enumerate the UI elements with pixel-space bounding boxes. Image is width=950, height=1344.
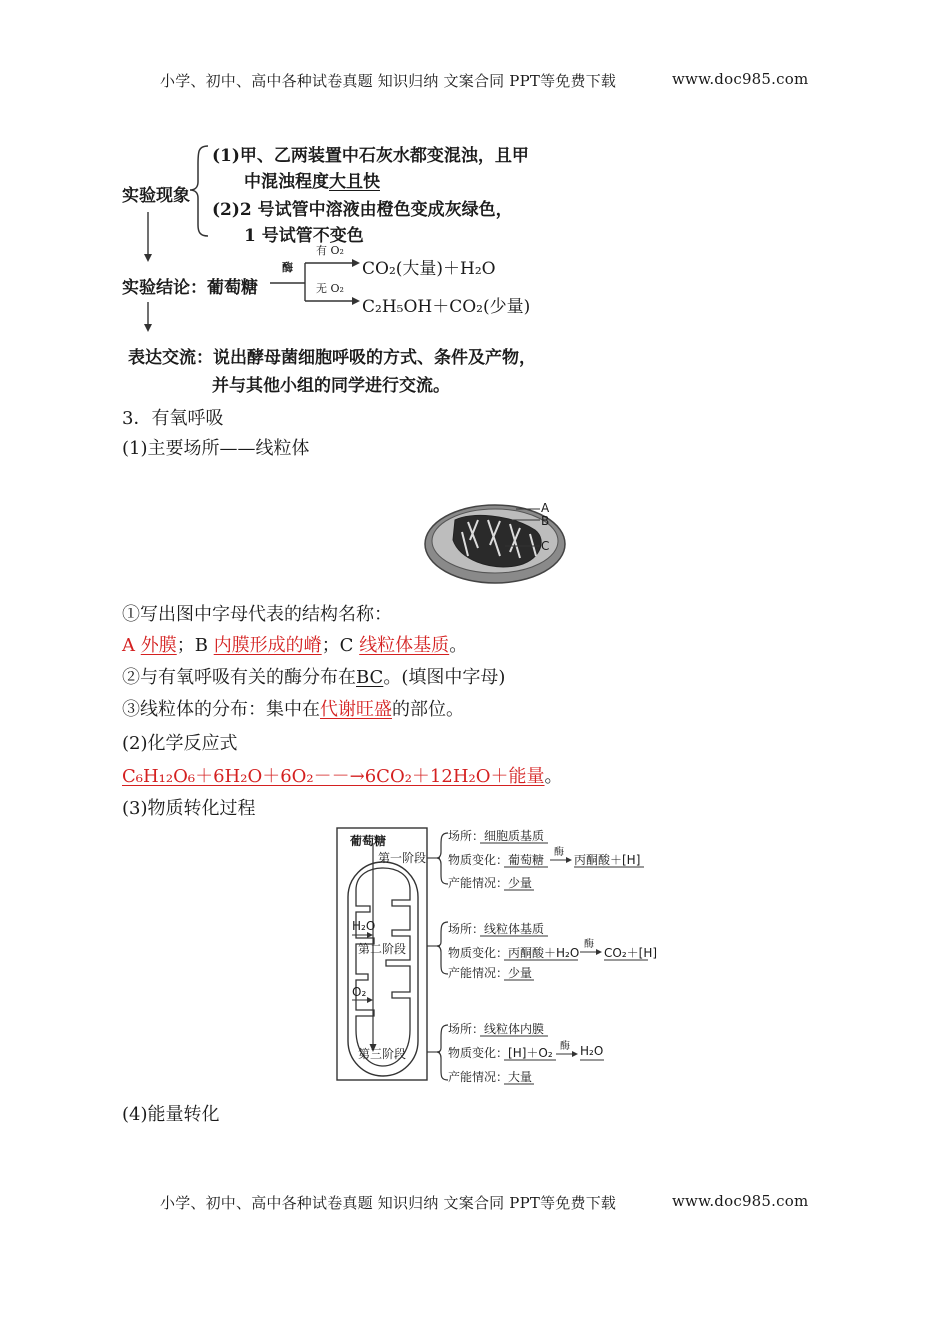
question-2: ②与有氧呼吸有关的酶分布在 [122, 667, 356, 688]
g1-place-key: 场所： [448, 829, 485, 843]
phenomenon-1b-answer: 大且快 [329, 172, 380, 192]
diagram-stage-1: 第一阶段 [378, 851, 427, 865]
answer-a: 外膜 [140, 635, 177, 656]
label-b: B [541, 514, 550, 528]
subsection-4: (4)能量转化 [122, 1104, 220, 1125]
anaerobic-product: C₂H₅OH＋CO₂(少量) [362, 297, 531, 317]
g3-place-value: 线粒体内膜 [484, 1022, 545, 1036]
diagram-glucose: 葡萄糖 [350, 834, 387, 848]
exchange-line-1: 表达交流：说出酵母菌细胞呼吸的方式、条件及产物， [128, 348, 536, 368]
label-c: C [541, 539, 550, 553]
answer-c-prefix: ；C [321, 635, 360, 656]
question-3: ③线粒体的分布：集中在 [122, 699, 320, 720]
g2-change-key: 物质变化： [448, 946, 509, 960]
header-url[interactable]: www.doc985.com [672, 70, 809, 88]
answer-3: 代谢旺盛 [320, 699, 392, 720]
g1-change-value: 葡萄糖 [508, 853, 545, 867]
footer-url[interactable]: www.doc985.com [672, 1192, 809, 1210]
g2-place-key: 场所： [448, 922, 485, 936]
phenomenon-1b: 中混浊程度 [244, 172, 329, 192]
header-text: 小学、初中、高中各种试卷真题 知识归纳 文案合同 PPT等免费下载 [160, 72, 617, 90]
g3-enzyme: 酶 [560, 1041, 570, 1052]
g1-change-result: 丙酮酸＋[H] [574, 853, 641, 867]
g3-change-value: [H]＋O₂ [508, 1046, 553, 1060]
no-o2-label: 无 O₂ [316, 282, 344, 295]
exchange-line-2: 并与其他小组的同学进行交流。 [212, 376, 450, 396]
g3-place-key: 场所： [448, 1022, 485, 1036]
answer-c: 线粒体基质 [359, 635, 450, 656]
g2-enzyme: 酶 [584, 939, 594, 950]
g1-enzyme: 酶 [554, 847, 564, 858]
enzyme-label: 酶 [282, 261, 293, 274]
label-a: A [541, 501, 550, 515]
diagram-o2: O₂ [352, 985, 367, 999]
g3-change-result: H₂O [580, 1044, 604, 1058]
g2-change-value: 丙酮酸＋H₂O [508, 946, 580, 960]
phenomenon-1a: (1)甲、乙两装置中石灰水都变混浊，且甲 [212, 146, 529, 166]
g2-energy-key: 产能情况： [448, 966, 509, 980]
phenomenon-label: 实验现象 [122, 186, 190, 206]
subsection-3: (3)物质转化过程 [122, 798, 256, 819]
section-title: 3．有氧呼吸 [122, 408, 224, 429]
aerobic-product: CO₂(大量)＋H₂O [362, 259, 496, 279]
g3-change-key: 物质变化： [448, 1046, 509, 1060]
g1-energy-key: 产能情况： [448, 876, 509, 890]
subsection-2: (2)化学反应式 [122, 733, 238, 754]
g1-place-value: 细胞质基质 [484, 829, 545, 843]
equation-end: 。 [544, 766, 563, 787]
phenomenon-2a: (2)2 号试管中溶液由橙色变成灰绿色， [212, 200, 513, 220]
answer-end: 。 [449, 635, 468, 656]
answer-a-prefix: A [122, 635, 141, 656]
g2-change-result: CO₂＋[H] [604, 946, 658, 960]
conclusion-label: 实验结论：葡萄糖 [122, 278, 258, 298]
diagram-h2o: H₂O [352, 919, 376, 933]
answer-b: 内膜形成的嵴 [213, 635, 322, 656]
answer-2: BC [356, 667, 384, 688]
g1-energy-value: 少量 [508, 876, 533, 890]
diagram-stage-3: 第三阶段 [358, 1047, 407, 1061]
g2-energy-value: 少量 [508, 966, 533, 980]
footer-text: 小学、初中、高中各种试卷真题 知识归纳 文案合同 PPT等免费下载 [160, 1194, 617, 1212]
answer-b-prefix: ；B [176, 635, 214, 656]
g2-place-value: 线粒体基质 [484, 922, 545, 936]
question-2-post: 。(填图中字母) [383, 667, 506, 688]
subsection-1: (1)主要场所——线粒体 [122, 438, 310, 459]
question-1: ①写出图中字母代表的结构名称： [122, 604, 392, 625]
phenomenon-2b: 1 号试管不变色 [244, 226, 364, 246]
diagram-stage-2: 第二阶段 [358, 942, 407, 956]
g1-change-key: 物质变化： [448, 853, 509, 867]
question-3-post: 的部位。 [392, 699, 464, 720]
chemical-equation: C₆H₁₂O₆＋6H₂O＋6O₂－－→6CO₂＋12H₂O＋能量 [122, 766, 545, 787]
with-o2-label: 有 O₂ [316, 244, 344, 257]
g3-energy-key: 产能情况： [448, 1070, 509, 1084]
g3-energy-value: 大量 [508, 1070, 533, 1084]
